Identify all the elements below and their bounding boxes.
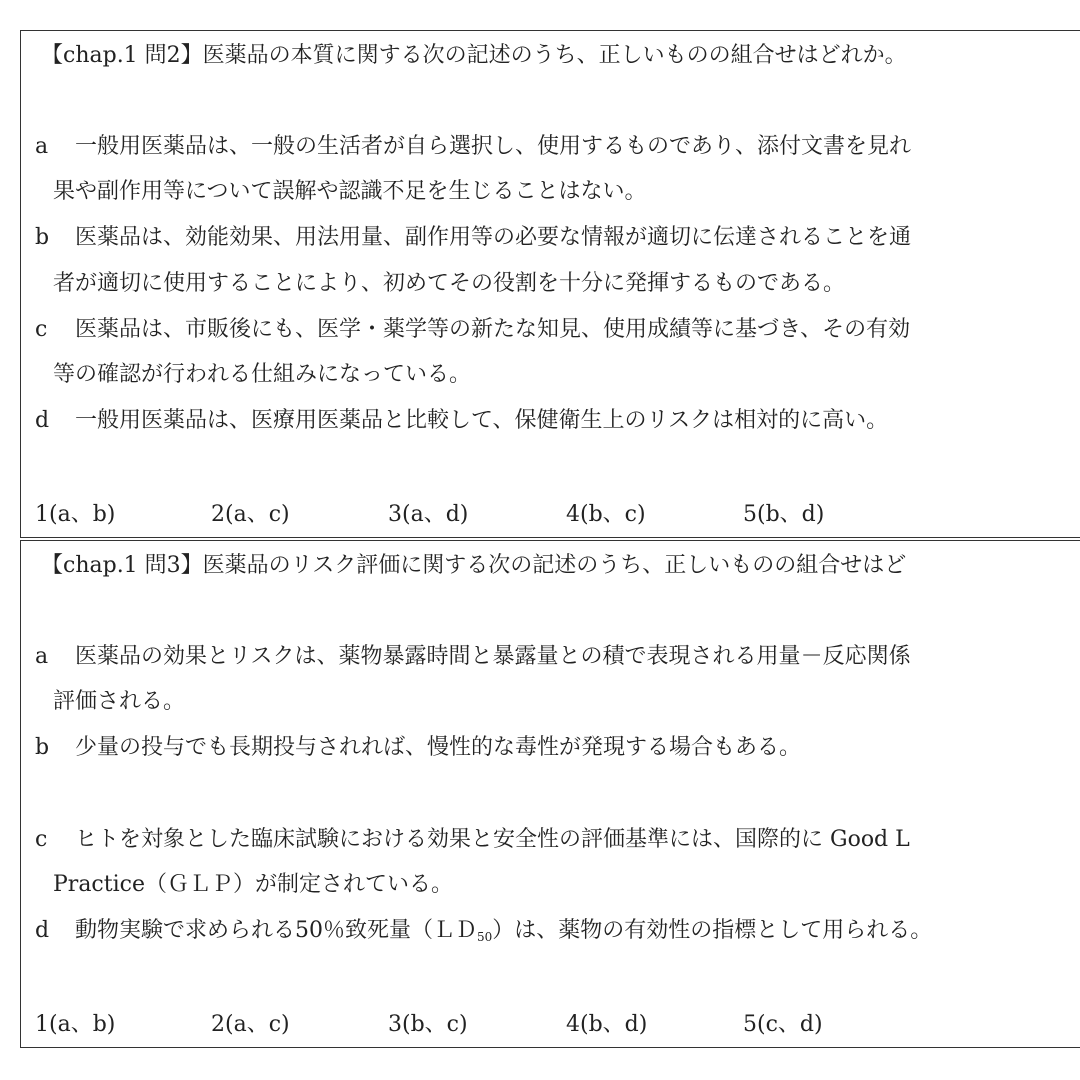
- question-2-title: 【chap.1 問2】医薬品の本質に関する次の記述のうち、正しいものの組合せはどれか。: [41, 43, 907, 68]
- option-d-line1: [75, 916, 932, 952]
- answer-choice-4: 4(b、d): [566, 1012, 648, 1037]
- option-letter-c: c: [35, 317, 48, 342]
- option-b-line1: 医薬品は、効能効果、用法用量、副作用等の必要な情報が適切に伝達されることを通: [75, 225, 912, 250]
- option-letter-d: d: [35, 408, 50, 433]
- option-letter-b: b: [35, 735, 50, 760]
- answer-choice-1: 1(a、b): [35, 502, 116, 527]
- option-letter-b: b: [35, 225, 50, 250]
- answer-choice-2: 2(a、c): [211, 1012, 290, 1037]
- option-letter-c: c: [35, 827, 48, 852]
- option-a-line1: 一般用医薬品は、一般の生活者が自ら選択し、使用するものであり、添付文書を見れ: [75, 134, 912, 159]
- answer-choice-4: 4(b、c): [566, 502, 646, 527]
- answer-choice-1: 1(a、b): [35, 1012, 116, 1037]
- option-letter-d: d: [35, 918, 50, 943]
- option-b-line1: 少量の投与でも長期投与されれば、慢性的な毒性が発現する場合もある。: [75, 735, 802, 760]
- option-d-subscript: 50: [477, 930, 493, 944]
- option-c-line1: 医薬品は、市販後にも、医学・薬学等の新たな知見、使用成績等に基づき、その有効: [75, 317, 911, 342]
- answer-choice-2: 2(a、c): [211, 502, 290, 527]
- option-c-line2: Practice（ＧＬＰ）が制定されている。: [53, 872, 453, 897]
- answer-choice-3: 3(b、c): [388, 1012, 468, 1037]
- answer-choice-5: 5(c、d): [743, 1012, 823, 1037]
- option-a-line2: 果や副作用等について誤解や認識不足を生じることはない。: [53, 179, 647, 204]
- option-d-text-post: ）は、薬物の有効性の指標として用られる。: [492, 918, 933, 943]
- option-c-line2: 等の確認が行われる仕組みになっている。: [53, 362, 472, 387]
- option-d-line1: 一般用医薬品は、医療用医薬品と比較して、保健衛生上のリスクは相対的に高い。: [75, 408, 889, 433]
- question-2-box: [20, 30, 1080, 538]
- option-a-line1: 医薬品の効果とリスクは、薬物暴露時間と暴露量との積で表現される用量－反応関係: [75, 644, 911, 669]
- option-letter-a: a: [35, 644, 49, 669]
- answer-choice-3: 3(a、d): [388, 502, 469, 527]
- option-d-text-pre: 動物実験で求められる50％致死量（ＬＤ: [75, 918, 477, 943]
- option-letter-a: a: [35, 134, 49, 159]
- option-c-line1: ヒトを対象とした臨床試験における効果と安全性の評価基準には、国際的に Good L: [75, 827, 910, 852]
- question-3-box: [20, 540, 1080, 1048]
- answer-choice-5: 5(b、d): [743, 502, 825, 527]
- option-a-line2: 評価される。: [53, 689, 186, 714]
- question-3-title: 【chap.1 問3】医薬品のリスク評価に関する次の記述のうち、正しいものの組合せはど: [41, 553, 907, 578]
- option-b-line2: 者が適切に使用することにより、初めてその役割を十分に発揮するものである。: [53, 271, 846, 296]
